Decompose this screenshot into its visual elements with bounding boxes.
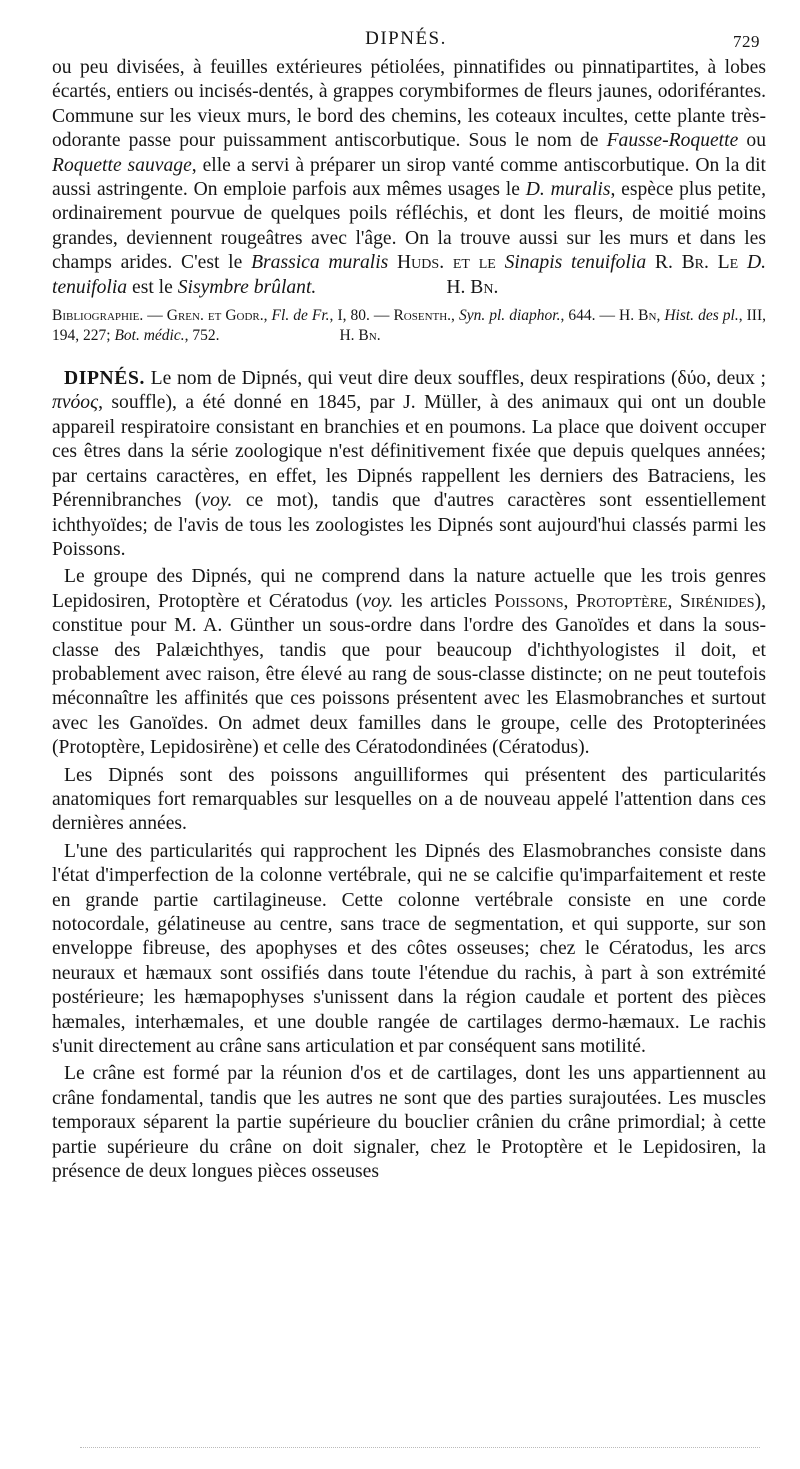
text-run: est le — [127, 276, 178, 298]
bibliography — [52, 306, 766, 345]
italic-term: Roquette sauvage — [52, 154, 192, 176]
entry-paragraph-3: Les Dipnés sont des poissons anguilliformes qui présentent des particularités anatomiques fort remarquables sur lesquelles on a de nouveau appelé l'attention dans ces dernières années. — [52, 764, 766, 835]
entry-paragraph-5: Le crâne est formé par la réunion d'os et de cartilages, dont les uns appartiennent au crâne fondamental, tandis que les autres ne sont que des parties surajoutées. Les muscles temporaux séparent la partie supérieure du bouclier crânien du crâne primordial; à cette partie supérieure du crâne on doit signaler, chez le Protoptère et le Lepidosiren, la présence de deux longues pièces osseuses — [52, 1063, 766, 1183]
scan-noise-line — [80, 1447, 760, 1450]
running-head — [52, 28, 760, 54]
author-signature: H. Bn. — [446, 276, 499, 298]
entry-paragraph-4: L'une des particularités qui rapprochent les Dipnés des Elasmobranches consiste dans l'état d'imperfection de la colonne vertébrale, qui ne se calcifie qu'imparfaitement et reste en grande partie cartilagineuse. Cette colonne vertébrale consiste en une corde notocordale, gélatineuse au centre, sans trace de segmentation, et qui supporte, sur son enveloppe fibreuse, des apophyses et des côtes osseuses; chez le Cératodus, les arcs neuraux et hæmaux sont ossifiés dans toute l'étendue du rachis, à part à son extrémité postérieure; les hæmapophyses s'unissent dans la région caudale et portent des pièces hæmales, interhæmales, et une double rangée de cartilages dermo-hæmaux. Le rachis s'unit directement au crâne sans articulation et par conséquent sans motilité. — [52, 840, 766, 1058]
greek-word: πνόος — [52, 392, 99, 414]
italic-term: Sisymbre brûlant. — [177, 276, 317, 298]
text-run: , espèce plus petite, ordinairement pourvue de quelques poils réfléchis, et dont les fleurs, de moitié moins grandes, deviennent rougeâtres avec l'âge. On la trouve aussi sur les murs et dans les champs arides. C'est le — [52, 179, 766, 274]
text-run: , 752. — [184, 326, 220, 344]
italic-term: D. tenuifolia — [52, 252, 766, 298]
entry-paragraph-2 — [52, 565, 766, 760]
italic-term: Fausse-Roquette — [606, 130, 739, 152]
text-run: Le nom de Dipnés, qui veut dire deux souffles, deux respirations ( — [144, 368, 678, 390]
italic-term: Fl. de Fr. — [271, 307, 330, 325]
entry-paragraph-1 — [52, 367, 766, 562]
text-run: , 644. — H. Bn, — [560, 307, 665, 325]
italic-term: voy. — [362, 590, 394, 612]
bibliography-label: Bibliographie. — [52, 307, 144, 325]
text-run: , I, 80. — Rosenth., — [329, 307, 459, 325]
author-signature: H. Bn. — [339, 326, 381, 344]
italic-term: Sinapis tenuifolia — [504, 252, 647, 274]
text-run: , souffle), a été donné en 1845, par J. Müller, à des animaux qui ont un double appareil respiratoire consistant en branchies et en poumons. La place que doivent occuper ces êtres dans la série zoologique n'est définitivement fixée que depuis quelques années; par certains caractères, en effet, les Dipnés rappellent les derniers des Batraciens, les Pérennibranches ( — [52, 392, 766, 512]
text-run: Huds. et le — [388, 252, 505, 274]
text-run: Le groupe des Dipnés, qui ne comprend dans la nature actuelle que les trois genres Lepidosiren, Protoptère et Cératodus ( — [52, 566, 766, 612]
text-run: , elle a servi à préparer un sirop vanté comme antiscorbutique. On la dit aussi astringente. On emploie parfois aux mêmes usages le — [52, 154, 766, 201]
entry-separator — [52, 345, 766, 367]
text-run: — Gren. et Godr., — [143, 307, 272, 325]
previous-entry-paragraph — [52, 56, 766, 300]
text-run: , deux ; — [706, 368, 766, 390]
greek-word: δύο — [677, 368, 707, 390]
italic-term: Hist. des pl. — [664, 307, 739, 325]
text-run: ce mot), tandis que d'autres caractères sont essentiellement ichthyoïdes; de l'avis de tous les zoologistes les Dipnés sont aujourd'hui classés parmi les Poissons. — [52, 490, 766, 560]
cross-reference: Poissons, Protoptère, Sirénides — [494, 590, 755, 612]
text-run: les articles — [393, 590, 495, 612]
italic-term: Brassica muralis — [251, 252, 389, 274]
text-run: ou — [738, 130, 766, 152]
text-run: R. Br. Le — [646, 252, 747, 274]
italic-term: Syn. pl. diaphor. — [458, 307, 561, 325]
italic-term: D. muralis — [525, 179, 611, 201]
body-text — [52, 56, 766, 1184]
entry-headword: DIPNÉS. — [64, 368, 145, 390]
running-head-title: DIPNÉS. — [365, 28, 447, 49]
text-run: , III, 194, 227; — [52, 307, 766, 344]
page-number: 729 — [733, 32, 760, 51]
italic-term: Bot. médic. — [114, 326, 185, 344]
text-run: ), constitue pour M. A. Günther un sous-ordre dans l'ordre des Ganoïdes et dans la sous-classe des Palæichthyes, tandis que pour beaucoup d'ichthyologistes il doit, et probablement avec raison, être élevé au rang de sous-classe distincte; on ne peut toutefois méconnaître les affinités que ces poissons présentent avec les Elasmobranches et surtout avec les Ganoïdes. On admet deux familles dans le groupe, celle des Protopterinées (Protoptère, Lepidosirène) et celle des Cératodondinées (Cératodus). — [52, 590, 767, 759]
italic-term: voy. — [201, 490, 233, 512]
text-run: ou peu divisées, à feuilles extérieures pétiolées, pinnatifides ou pinnatipartites, à lobes écartés, entiers ou incisés-dentés, à grappes corymbiformes de fleurs jaunes, odoriférantes. Commune sur les vieux murs, le bord des chemins, les coteaux incultes, cette plante très-odorante passe pour puissamment antiscorbutique. Sous le nom de — [52, 57, 766, 152]
